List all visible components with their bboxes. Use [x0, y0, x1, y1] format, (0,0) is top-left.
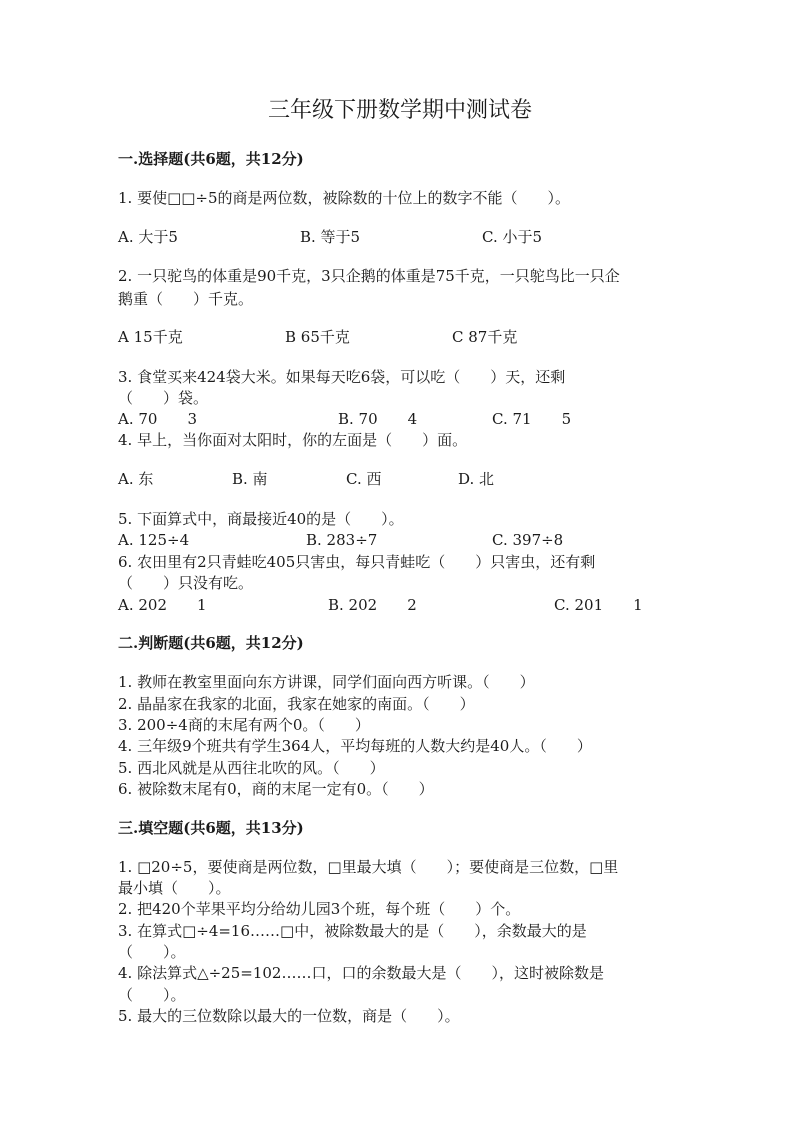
q4-option-a: A. 东 — [118, 470, 154, 488]
question-2-text: 2. 一只驼鸟的体重是90千克，3只企鹅的体重是75千克，一只鸵鸟比一只企 — [118, 267, 620, 285]
question-6-text-cont: （ ）只没有吃。 — [118, 574, 254, 592]
q6-option-c: C. 201 1 — [554, 596, 643, 614]
q1-option-a: A. 大于5 — [118, 228, 178, 246]
fill-item-1-cont: 最小填（ ）。 — [118, 879, 231, 897]
q1-option-b: B. 等于5 — [300, 228, 361, 246]
q6-option-b: B. 202 2 — [328, 596, 417, 614]
question-2-text-cont: 鹅重（ ）千克。 — [118, 290, 254, 308]
fill-item-5: 5. 最大的三位数除以最大的一位数，商是（ ）。 — [118, 1007, 460, 1025]
q4-option-d: D. 北 — [458, 470, 495, 488]
q6-option-a: A. 202 1 — [118, 596, 207, 614]
q3-option-a: A. 70 3 — [118, 410, 197, 428]
fill-item-1: 1. □20÷5，要使商是两位数，□里最大填（ ）；要使商是三位数，□里 — [118, 858, 619, 876]
section-heading-judgment: 二.判断题(共6题，共12分) — [118, 634, 304, 652]
judgment-item-6: 6. 被除数末尾有0，商的末尾一定有0。（ ） — [118, 780, 434, 798]
section-heading-choice: 一.选择题(共6题，共12分) — [118, 150, 304, 168]
fill-item-3: 3. 在算式□÷4=16……□中，被除数最大的是（ ），余数最大的是 — [118, 922, 587, 940]
question-4-text: 4. 早上，当你面对太阳时，你的左面是（ ）面。 — [118, 431, 468, 449]
q5-option-b: B. 283÷7 — [306, 531, 378, 549]
q3-option-c: C. 71 5 — [492, 410, 572, 428]
q4-option-c: C. 西 — [346, 470, 382, 488]
fill-item-2: 2. 把420个苹果平均分给幼儿园3个班，每个班（ ）个。 — [118, 900, 521, 918]
question-6-text: 6. 农田里有2只青蛙吃405只害虫，每只青蛙吃（ ）只害虫，还有剩 — [118, 553, 596, 571]
fill-item-4-cont: （ ）。 — [118, 986, 186, 1004]
q5-option-a: A. 125÷4 — [118, 531, 190, 549]
q2-option-c: C 87千克 — [452, 328, 518, 346]
fill-item-4: 4. 除法算式△÷25=102……口，口的余数最大是（ ），这时被除数是 — [118, 964, 604, 982]
question-5-text: 5. 下面算式中，商最接近40的是（ ）。 — [118, 510, 404, 528]
judgment-item-2: 2. 晶晶家在我家的北面，我家在她家的南面。（ ） — [118, 695, 475, 713]
fill-item-3-cont: （ ）。 — [118, 943, 186, 961]
q5-option-c: C. 397÷8 — [492, 531, 564, 549]
section-heading-fill-in: 三.填空题(共6题，共13分) — [118, 819, 304, 837]
question-3-text-cont: （ ）袋。 — [118, 389, 209, 407]
q2-option-b: B 65千克 — [285, 328, 350, 346]
judgment-item-5: 5. 西北风就是从西往北吹的风。（ ） — [118, 759, 385, 777]
judgment-item-3: 3. 200÷4商的末尾有两个0。（ ） — [118, 716, 370, 734]
page-title: 三年级下册数学期中测试卷 — [267, 98, 532, 123]
question-1-text: 1. 要使□□÷5的商是两位数，被除数的十位上的数字不能（ ）。 — [118, 189, 571, 207]
q3-option-b: B. 70 4 — [338, 410, 418, 428]
judgment-item-4: 4. 三年级9个班共有学生364人，平均每班的人数大约是40人。（ ） — [118, 737, 592, 755]
judgment-item-1: 1. 教师在教室里面向东方讲课，同学们面向西方听课。（ ） — [118, 673, 535, 691]
question-3-text: 3. 食堂买来424袋大米。如果每天吃6袋，可以吃（ ）天，还剩 — [118, 368, 566, 386]
q4-option-b: B. 南 — [232, 470, 268, 488]
q1-option-c: C. 小于5 — [482, 228, 543, 246]
q2-option-a: A 15千克 — [118, 328, 183, 346]
